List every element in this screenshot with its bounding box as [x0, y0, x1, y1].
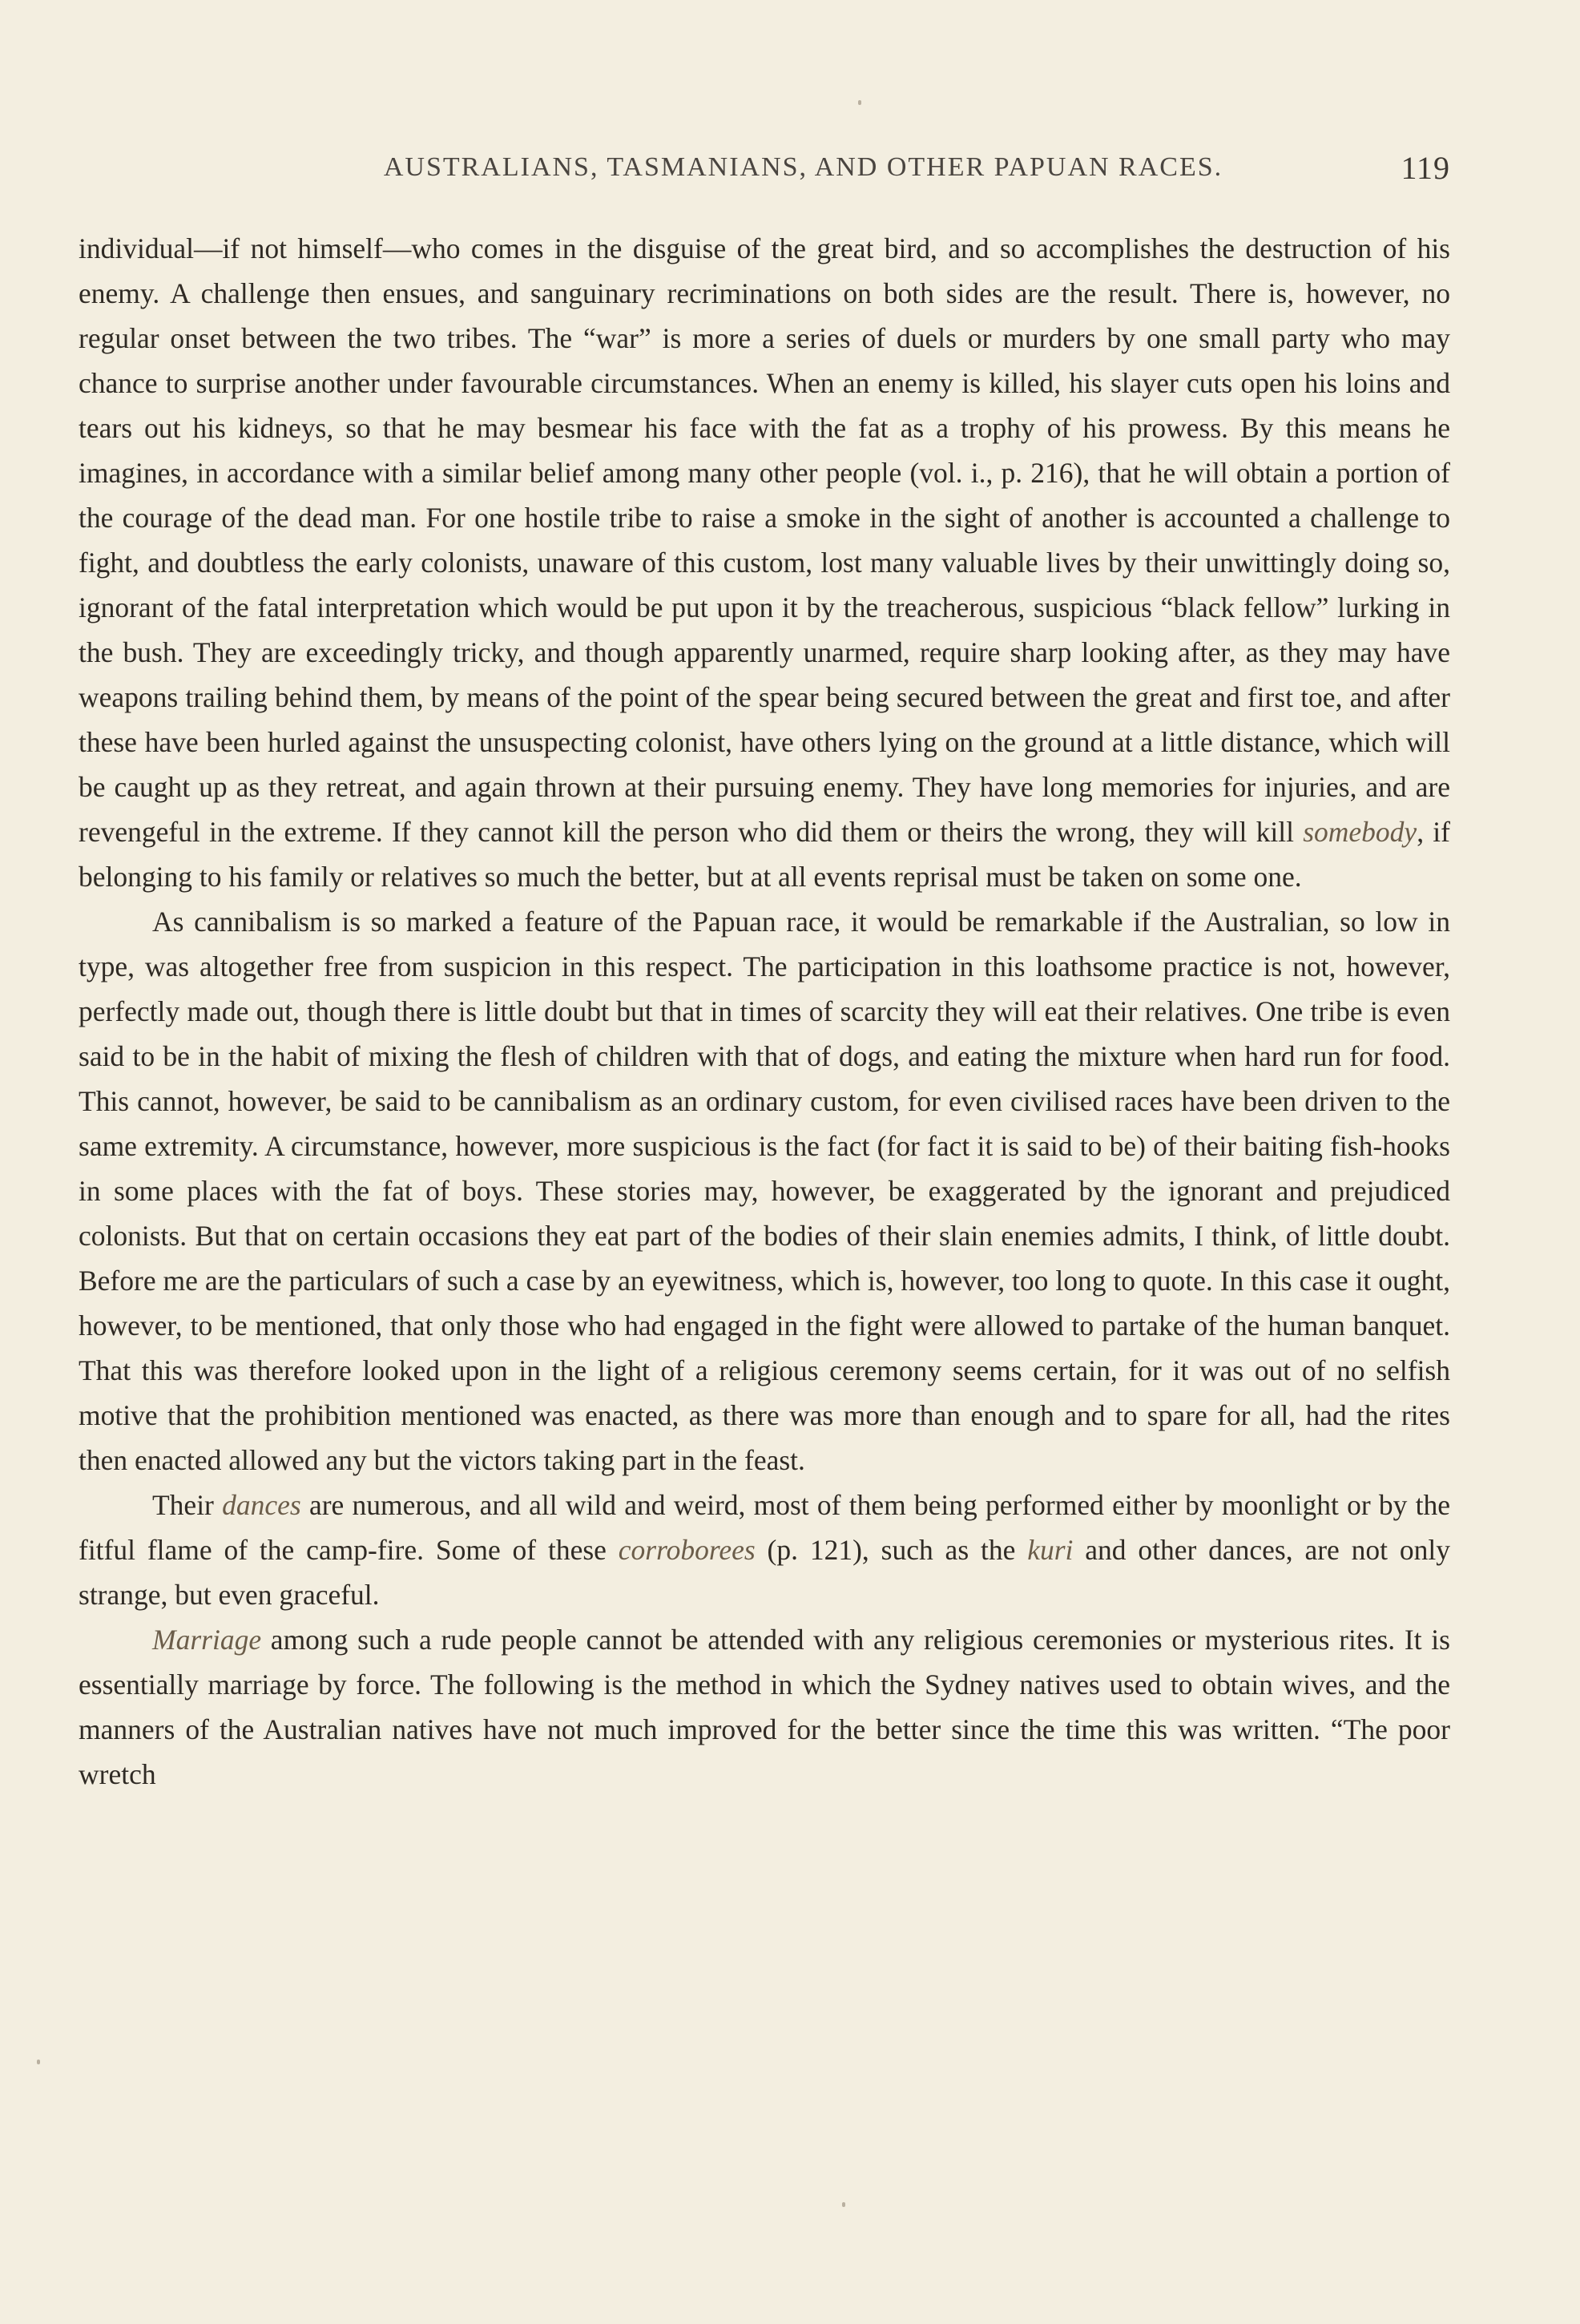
paragraph: [79, 226, 1450, 899]
italic-text-run: somebody: [1303, 816, 1417, 848]
text-run: Their: [152, 1489, 223, 1521]
running-title: AUSTRALIANS, TASMANIANS, AND OTHER PAPUAN RACES.: [383, 152, 1223, 182]
paper-speck: [37, 2060, 40, 2064]
italic-text-run: corroborees: [618, 1534, 756, 1566]
paragraph: [79, 1617, 1450, 1797]
text-run: (p. 121), such as the: [755, 1534, 1028, 1566]
text-run: As cannibalism is so marked a feature of the Papuan race, it would be remarkable if the Australian, so low in type, was altogether free from suspicion in this respect. The participation in this loathsome practice is not, however, perfectly made out, though there is little doubt but that in times of scarcity they will eat their relatives. One tribe is even said to be in the habit of mixing the flesh of children with that of dogs, and eating the mixture when hard run for food. This cannot, however, be said to be cannibalism as an ordinary custom, for even civilised races have been driven to the same extremity. A circumstance, however, more suspicious is the fact (for fact it is said to be) of their baiting fish-hooks in some places with the fat of boys. These stories may, however, be exaggerated by the ignorant and prejudiced colonists. But that on certain occasions they eat part of the bodies of their slain enemies admits, I think, of little doubt. Before me are the particulars of such a case by an eyewitness, which is, however, too long to quote. In this case it ought, however, to be mentioned, that only those who had engaged in the fight were allowed to partake of the human banquet. That this was therefore looked upon in the light of a religious ceremony seems certain, for it was out of no selfish motive that the prohibition mentioned was enacted, as there was more than enough and to spare for all, had the rites then enacted allowed any but the victors taking part in the feast.: [79, 906, 1450, 1476]
text-run: individual—if not himself—who comes in the disguise of the great bird, and so accomplishes the destruction of his enemy. A challenge then ensues, and sanguinary recriminations on both sides are the result. There is, however, no regular onset between the two tribes. The “war” is more a series of duels or murders by one small party who may chance to surprise another under favourable circumstances. When an enemy is killed, his slayer cuts open his loins and tears out his kidneys, so that he may besmear his face with the fat as a trophy of his prowess. By this means he imagines, in accordance with a similar belief among many other people (vol. i., p. 216), that he will obtain a portion of the courage of the dead man. For one hostile tribe to raise a smoke in the sight of another is accounted a challenge to fight, and doubtless the early colonists, unaware of this custom, lost many valuable lives by their unwittingly doing so, ignorant of the fatal interpretation which would be put upon it by the treacherous, suspicious “black fellow” lurking in the bush. They are exceedingly tricky, and though apparently unarmed, require sharp looking after, as they may have weapons trailing behind them, by means of the point of the spear being secured between the great and first toe, and after these have been hurled against the unsuspecting colonist, have others lying on the ground at a little distance, which will be caught up as they retreat, and again thrown at their pursuing enemy. They have long memories for injuries, and are revengeful in the extreme. If they cannot kill the person who did them or theirs the wrong, they will kill: [79, 232, 1450, 848]
text-run: are numerous, and all wild and weird, most of them being performed either by moonlight or by the fitful flame of the camp-fire. Some of these: [79, 1489, 1450, 1566]
italic-text-run: Marriage: [152, 1624, 262, 1656]
text-run: and other dances, are not only strange, but even graceful.: [79, 1534, 1450, 1611]
body-text: [79, 226, 1450, 1797]
text-run: , if belonging to his family or relatives so much the better, but at all events reprisal must be taken on some one.: [79, 816, 1450, 893]
paper-speck: [842, 2202, 845, 2207]
paragraph: [79, 899, 1450, 1483]
paper-speck: [858, 100, 861, 105]
page-header: [156, 152, 1450, 191]
text-run: among such a rude people cannot be attended with any religious ceremonies or mysterious rites. It is essentially marriage by force. The following is the method in which the Sydney natives used to obtain wives, and the manners of the Australian natives have not much improved for the better since the time this was written. “The poor wretch: [79, 1624, 1450, 1790]
paragraph: [79, 1483, 1450, 1617]
page-number: 119: [1401, 150, 1450, 186]
italic-text-run: kuri: [1027, 1534, 1074, 1566]
italic-text-run: dances: [222, 1489, 301, 1521]
